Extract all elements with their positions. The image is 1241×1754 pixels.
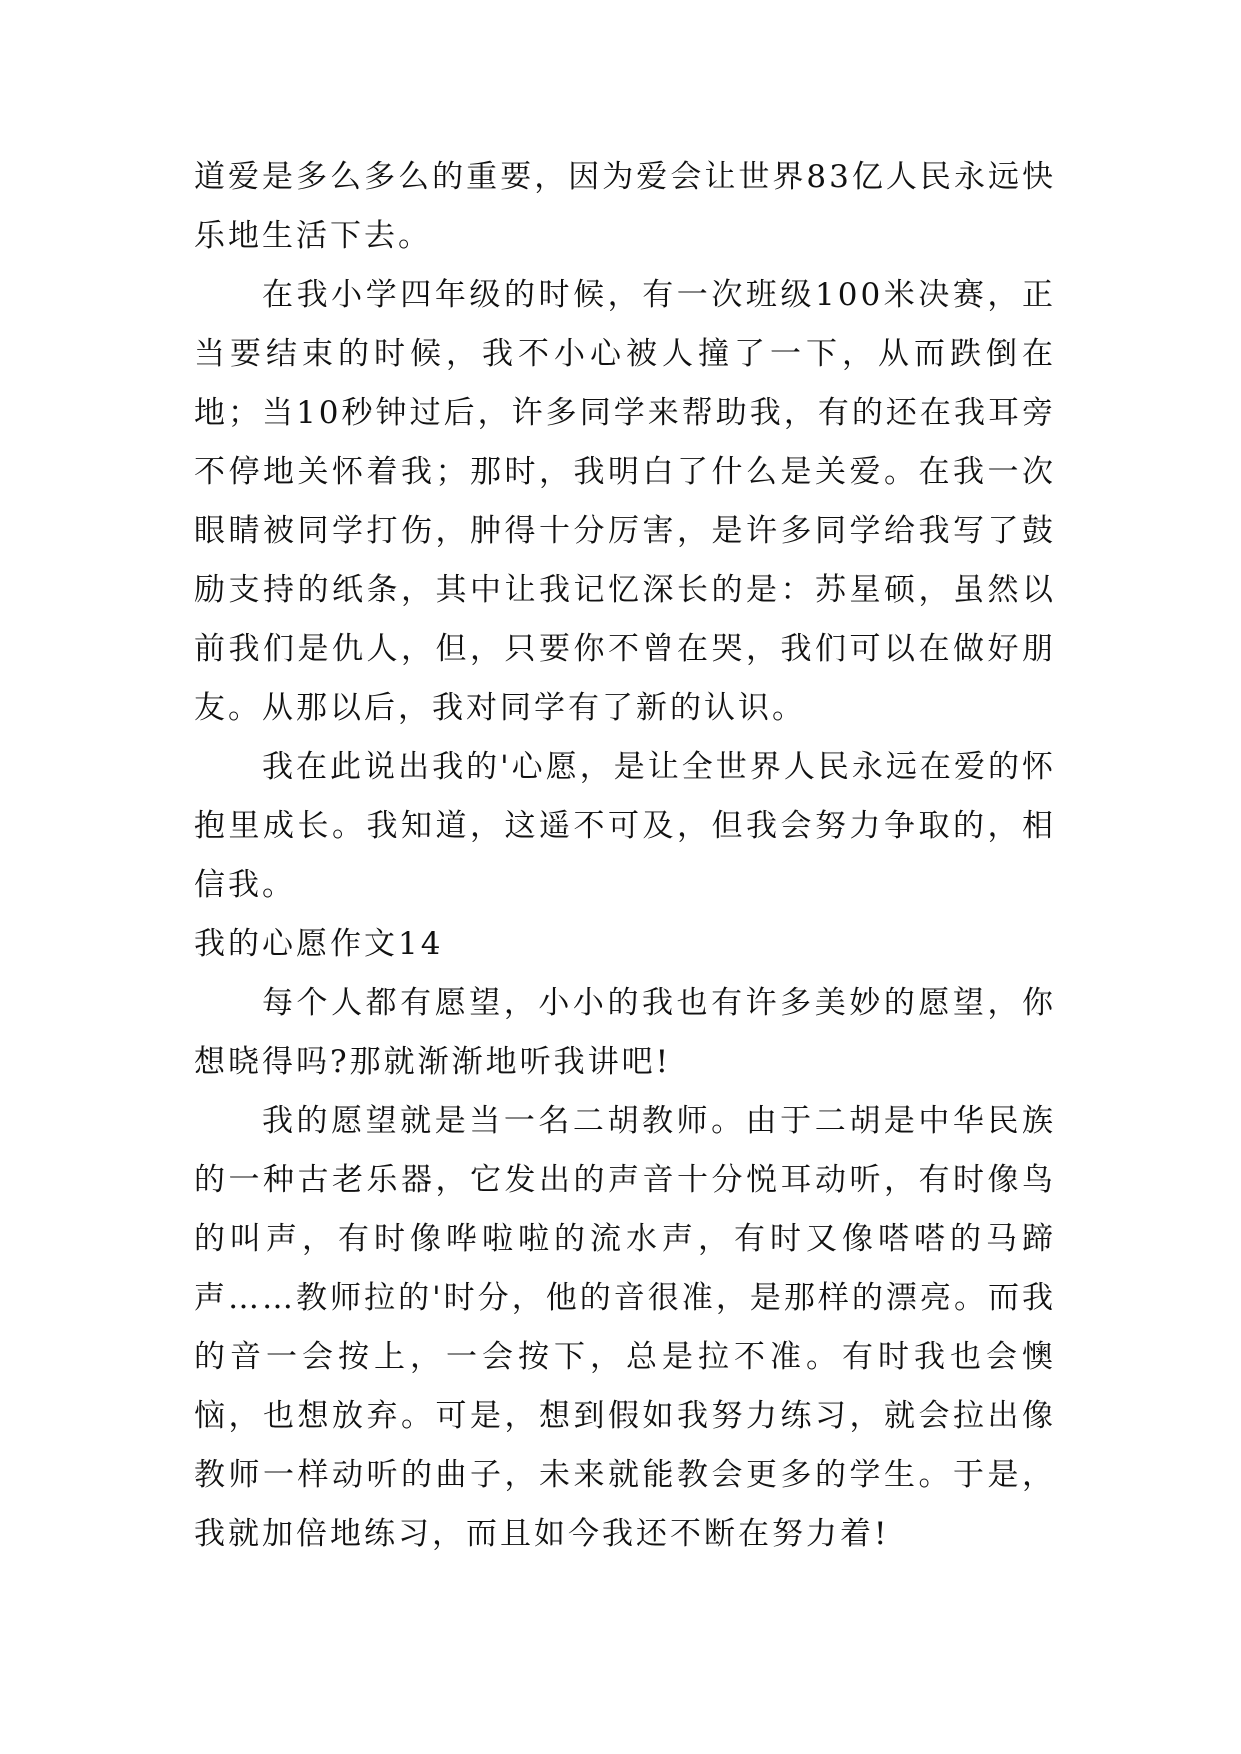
paragraph-continuation: 道爱是多么多么的重要，因为爱会让世界83亿人民永远快乐地生活下去。 [194, 159, 1056, 254]
paragraph-erhu-teacher: 我的愿望就是当一名二胡教师。由于二胡是中华民族的一种古老乐器，它发出的声音十分悦耳动听，有时像鸟的叫声，有时像哗啦啦的流水声，有时又像嗒嗒的马蹄声……教师拉的'时分，他的音很准，是那样的漂亮。而我的音一会按上，一会按下，总是拉不准。有时我也会懊恼，也想放弃。可是，想到假如我努力练习，就会拉出像教师一样动听的曲子，未来就能教会更多的学生。于是，我就加倍地练习，而且如今我还不断在努力着! [194, 1103, 1056, 1552]
paragraph-race-story: 在我小学四年级的时候，有一次班级100米决赛，正当要结束的时候，我不小心被人撞了一下，从而跌倒在地；当10秒钟过后，许多同学来帮助我，有的还在我耳旁不停地关怀着我；那时，我明白了什么是关爱。在我一次眼睛被同学打伤，肿得十分厉害，是许多同学给我写了鼓励支持的纸条，其中让我记忆深长的是：苏星硕，虽然以前我们是仇人，但，只要你不曾在哭，我们可以在做好朋友。从那以后，我对同学有了新的认识。 [194, 277, 1056, 726]
paragraph-wish-conclusion: 我在此说出我的'心愿，是让全世界人民永远在爱的怀抱里成长。我知道，这遥不可及，但我会努力争取的，相信我。 [194, 749, 1056, 903]
document-body [194, 148, 1056, 1564]
essay-title: 我的心愿作文14 [194, 926, 444, 962]
paragraph-intro: 每个人都有愿望，小小的我也有许多美妙的愿望，你想晓得吗?那就渐渐地听我讲吧! [194, 985, 1056, 1080]
